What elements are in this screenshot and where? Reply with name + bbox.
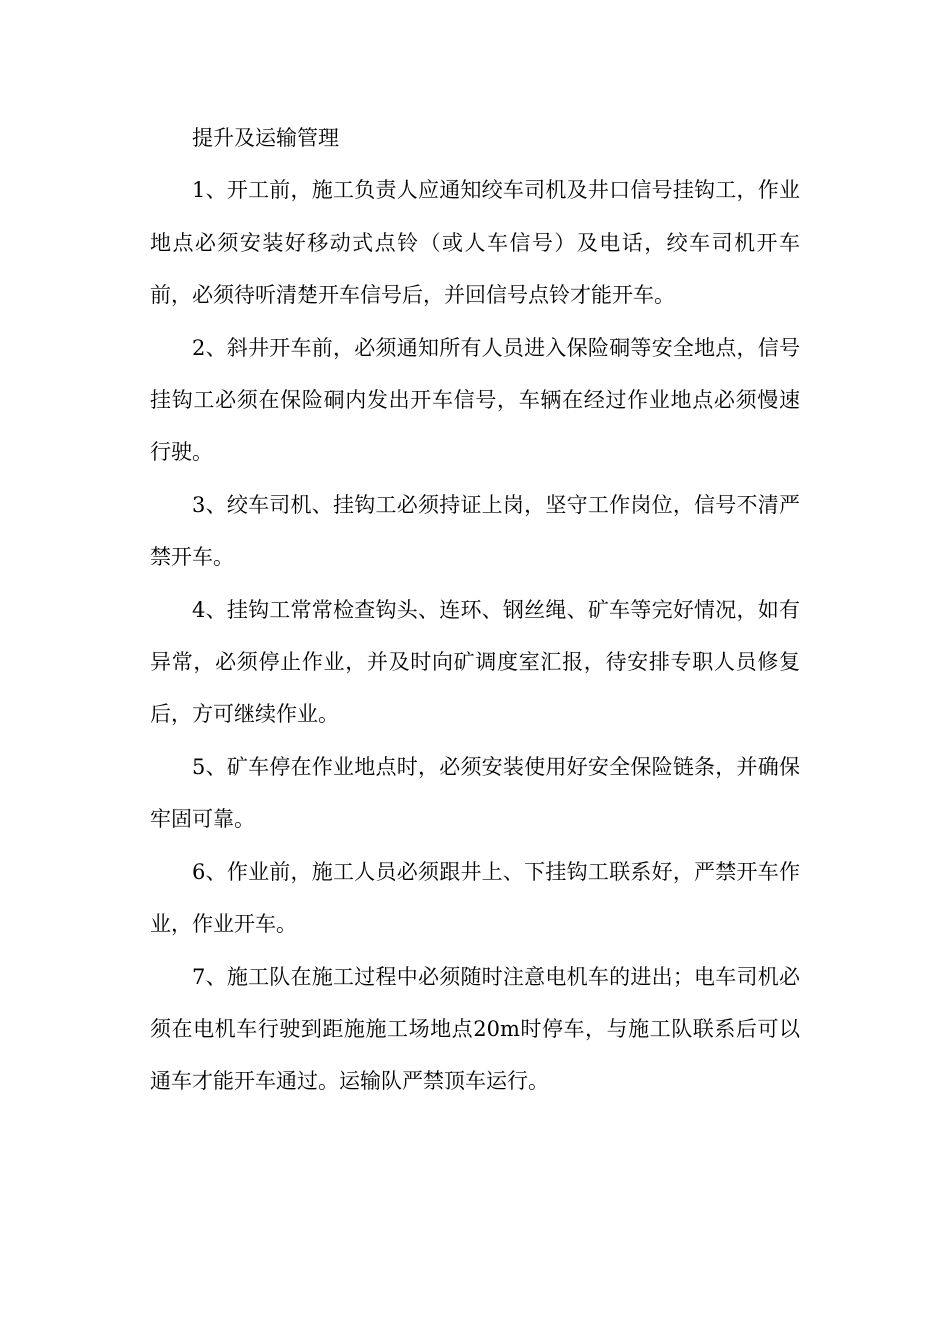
paragraph-1: 1、开工前，施工负责人应通知绞车司机及井口信号挂钩工，作业地点必须安装好移动式点铃（或人车信号）及电话，绞车司机开车前，必须待听清楚开车信号后，并回信号点铃才能开车。 — [150, 178, 800, 308]
document-body — [150, 112, 800, 1108]
paragraph-3: 3、绞车司机、挂钩工必须持证上岗，坚守工作岗位，信号不清严禁开车。 — [150, 492, 800, 570]
paragraph-5: 5、矿车停在作业地点时，必须安装使用好安全保险链条，并确保牢固可靠。 — [150, 754, 800, 832]
paragraph-6: 6、作业前，施工人员必须跟井上、下挂钩工联系好，严禁开车作业，作业开车。 — [150, 859, 800, 937]
paragraph-7: 7、施工队在施工过程中必须随时注意电机车的进出；电车司机必须在电机车行驶到距施施工场地点20m时停车，与施工队联系后可以通车才能开车通过。运输队严禁顶车运行。 — [150, 964, 800, 1094]
paragraph-4: 4、挂钩工常常检查钩头、连环、钢丝绳、矿车等完好情况，如有异常，必须停止作业，并及时向矿调度室汇报，待安排专职人员修复后，方可继续作业。 — [150, 597, 800, 727]
paragraph-2: 2、斜井开车前，必须通知所有人员进入保险硐等安全地点，信号挂钩工必须在保险硐内发出开车信号，车辆在经过作业地点必须慢速行驶。 — [150, 335, 800, 465]
document-title: 提升及运输管理 — [192, 126, 339, 150]
